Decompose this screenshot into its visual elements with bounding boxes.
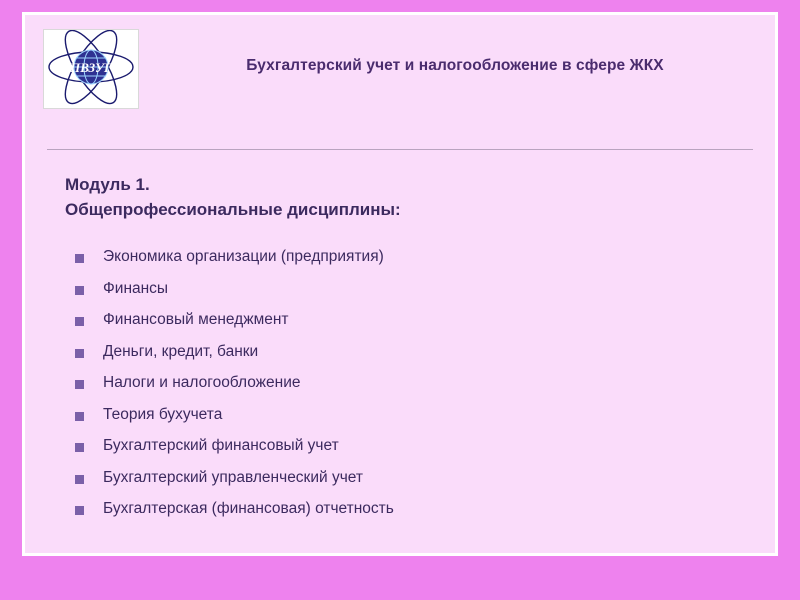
page-title: Бухгалтерский учет и налогообложение в сфере ЖКХ: [246, 57, 664, 74]
list-item: [65, 312, 725, 328]
list-item-label: Экономика организации (предприятия): [103, 248, 384, 265]
square-bullet-icon: [75, 443, 84, 452]
module-heading: [65, 173, 705, 222]
list-item: [65, 438, 725, 454]
square-bullet-icon: [75, 317, 84, 326]
atom-globe-logo-icon: [44, 30, 138, 108]
organization-logo: [43, 29, 139, 109]
list-item: [65, 501, 725, 517]
square-bullet-icon: [75, 254, 84, 263]
list-item-label: Финансовый менеджмент: [103, 311, 289, 328]
square-bullet-icon: [75, 475, 84, 484]
square-bullet-icon: [75, 506, 84, 515]
square-bullet-icon: [75, 286, 84, 295]
module-heading-line-1: Модуль 1.: [65, 175, 150, 194]
slide-content: [25, 15, 775, 553]
list-item: [65, 249, 725, 265]
logo-text: ПВЗУГ: [70, 60, 112, 75]
list-item-label: Бухгалтерский финансовый учет: [103, 437, 339, 454]
list-item-label: Теория бухучета: [103, 405, 223, 423]
discipline-list: [65, 249, 725, 533]
list-item: [65, 407, 725, 423]
list-item-label: Бухгалтерская (финансовая) отчетность: [103, 500, 394, 517]
module-heading-line-2: Общепрофессиональные дисциплины:: [65, 199, 401, 219]
header-divider: [47, 149, 753, 150]
list-item: [65, 470, 725, 486]
list-item: [65, 344, 725, 360]
square-bullet-icon: [75, 380, 84, 389]
list-item-label: Финансы: [103, 279, 169, 297]
list-item-label: Налоги и налогообложение: [103, 374, 301, 391]
square-bullet-icon: [75, 349, 84, 358]
list-item: [65, 375, 725, 391]
list-item: [65, 281, 725, 297]
square-bullet-icon: [75, 412, 84, 421]
list-item-label: Деньги, кредит, банки: [103, 342, 259, 360]
list-item-label: Бухгалтерский управленческий учет: [103, 468, 363, 486]
slide-frame: [22, 12, 778, 556]
